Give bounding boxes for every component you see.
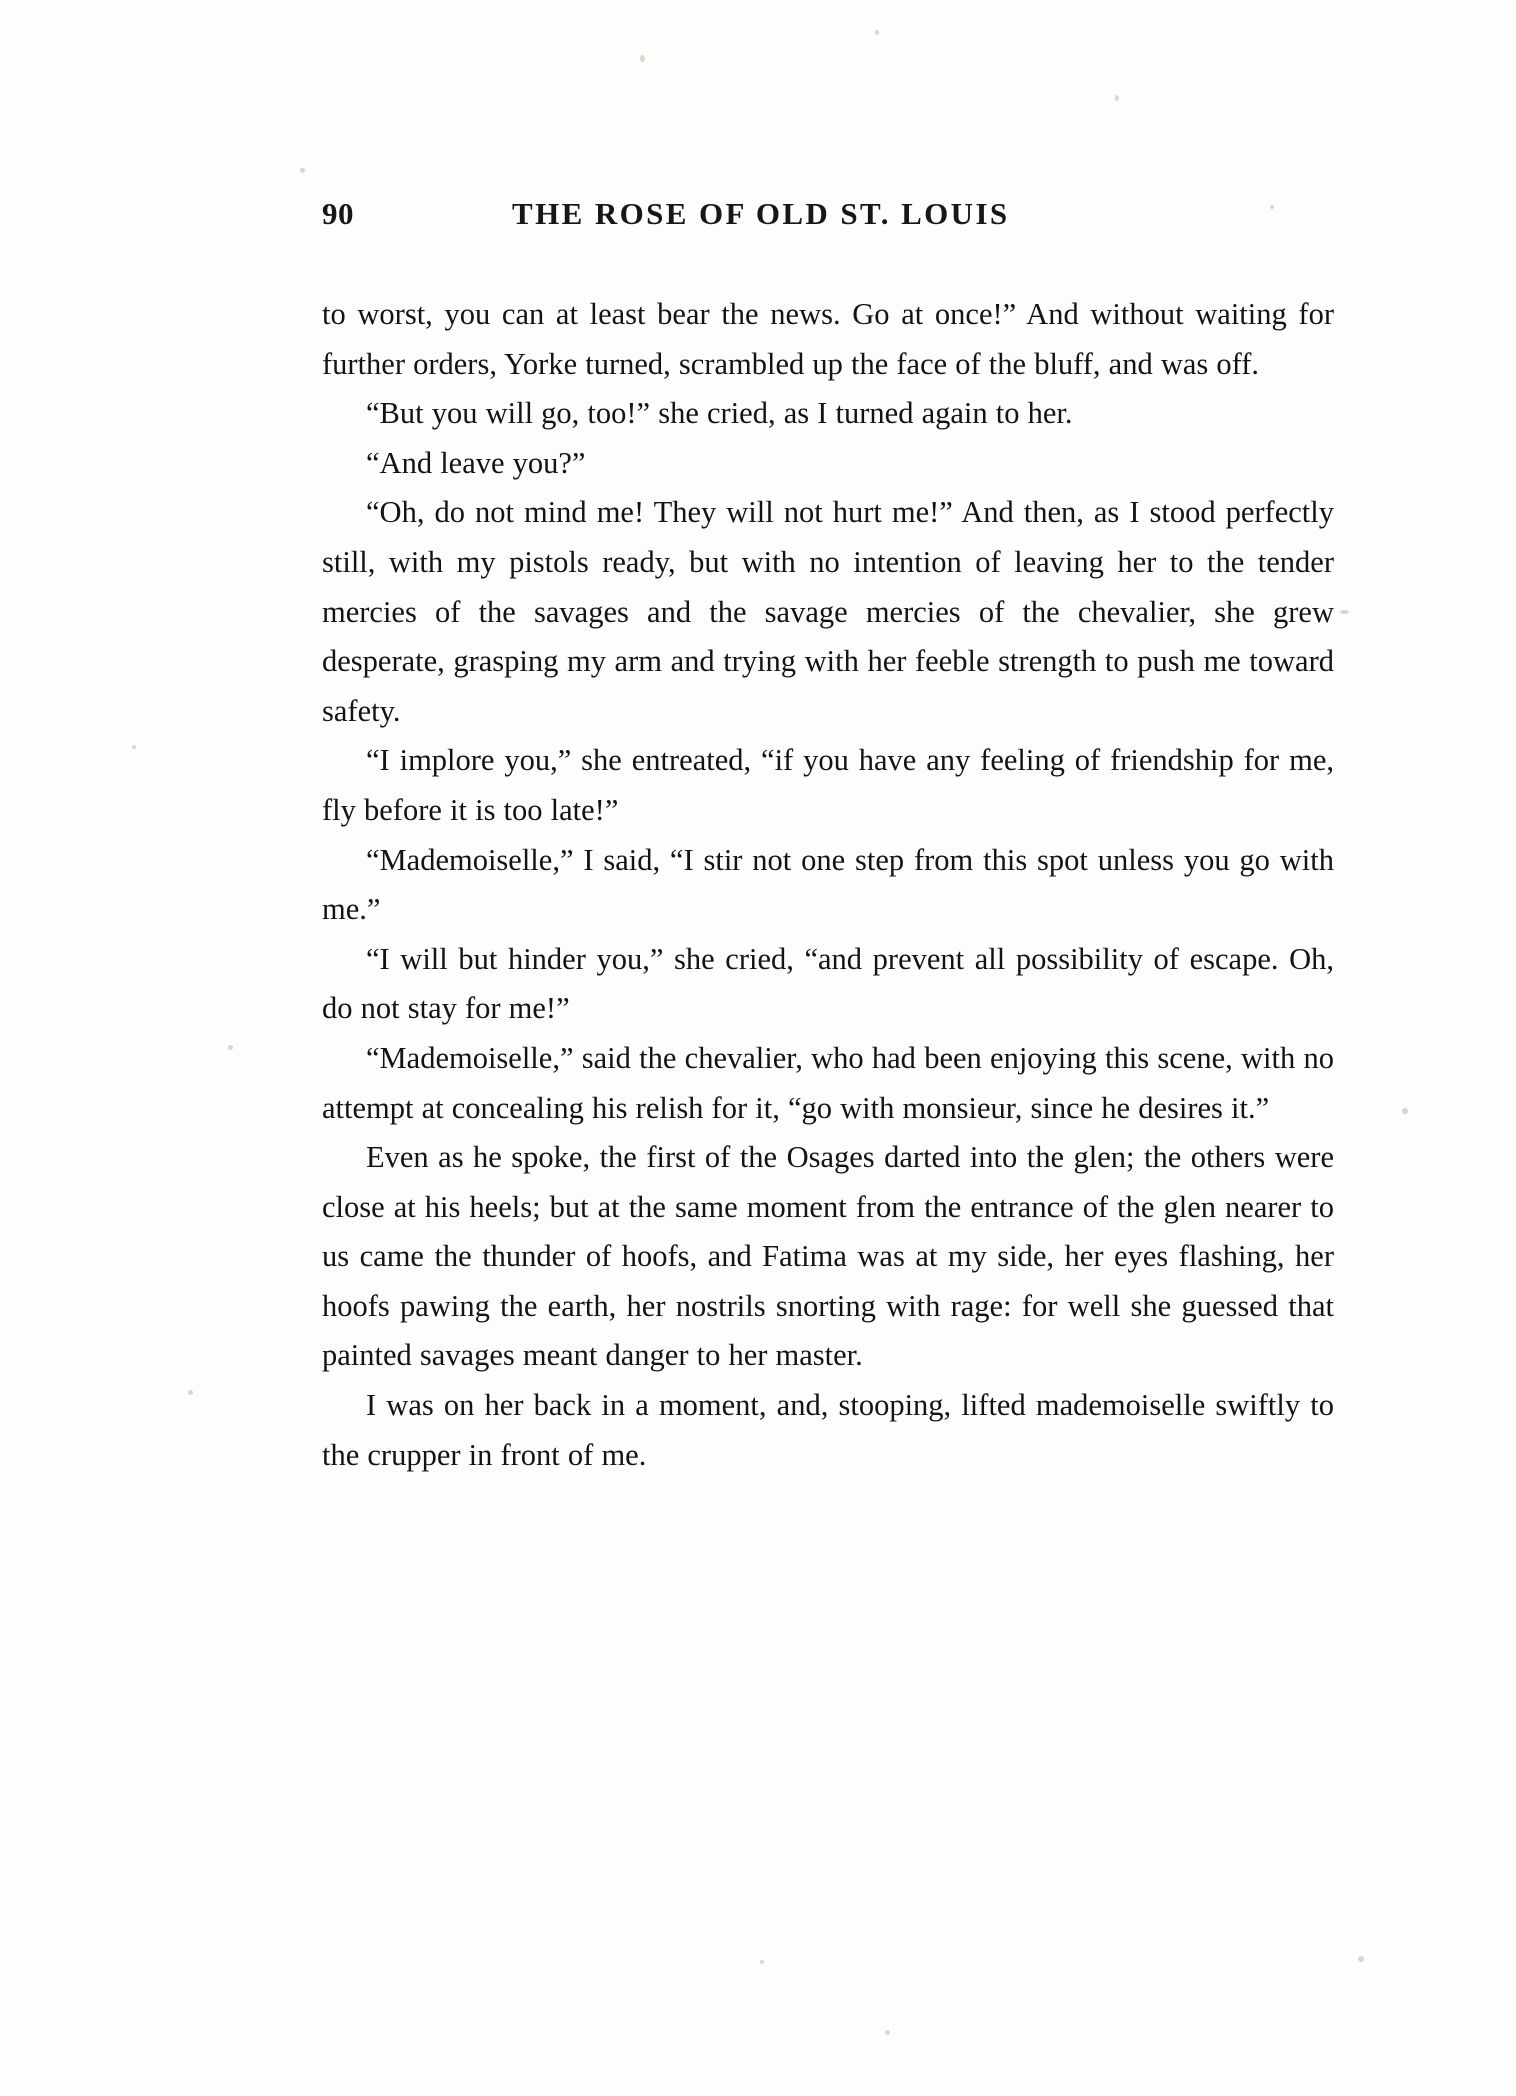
paragraph: “And leave you?”: [366, 445, 586, 480]
scan-speck: [132, 745, 136, 749]
scan-speck: [228, 1045, 233, 1050]
scan-speck: [760, 1960, 764, 1964]
scan-speck: [1358, 1956, 1364, 1962]
scan-speck: [188, 1390, 193, 1395]
paragraph: “I implore you,” she entreated, “if you have any feeling of friendship for me, fly before it is too late!”: [322, 743, 1334, 827]
paragraph: “Mademoiselle,” said the chevalier, who had been enjoying this scene, with no attempt at concealing his relish for it, “go with monsieur, since he desires it.”: [322, 1040, 1334, 1125]
scan-speck: [1402, 1108, 1408, 1114]
paragraph: “I will but hinder you,” she cried, “and prevent all possibility of escape. Oh, do not stay for me!”: [322, 941, 1334, 1026]
paragraph: I was on her back in a moment, and, stooping, lifted mademoiselle swiftly to the crupper in front of me.: [322, 1388, 1334, 1472]
scan-speck: [300, 168, 305, 173]
scan-speck: [875, 30, 879, 35]
scan-speck: [1270, 205, 1274, 209]
paragraph: to worst, you can at least bear the news. Go at once!” And without waiting for further orders, Yorke turned, scrambled up the face of the bluff, and was off.: [322, 297, 1334, 381]
paragraph: “Mademoiselle,” I said, “I stir not one step from this spot unless you go with me.”: [322, 842, 1334, 927]
page-number: 90: [322, 196, 354, 231]
scan-speck: [640, 55, 645, 62]
scan-speck: [1115, 95, 1119, 101]
page-header: [322, 196, 1332, 238]
page-body: [322, 290, 1334, 1480]
scan-speck: [885, 2030, 890, 2035]
paragraph: Even as he spoke, the first of the Osages darted into the glen; the others were close at his heels; but at the same moment from the entrance of the glen nearer to us came the thunder of hoofs, and Fatima was at my side, her eyes flashing, her hoofs pawing the earth, her nostrils snorting with rage: for well she guessed that painted savages meant danger to her master.: [322, 1140, 1334, 1373]
running-head: THE ROSE OF OLD ST. LOUIS: [512, 196, 1010, 231]
paragraph: “But you will go, too!” she cried, as I turned again to her.: [366, 396, 1073, 431]
paragraph: “Oh, do not mind me! They will not hurt me!” And then, as I stood perfectly still, with my pistols ready, but with no intention of leaving her to the tender mercies of the savages and the savage mercies of the chevalier, she grew desperate, grasping my arm and trying with her feeble strength to push me toward safety.: [322, 495, 1334, 728]
scan-speck: [1340, 610, 1349, 614]
